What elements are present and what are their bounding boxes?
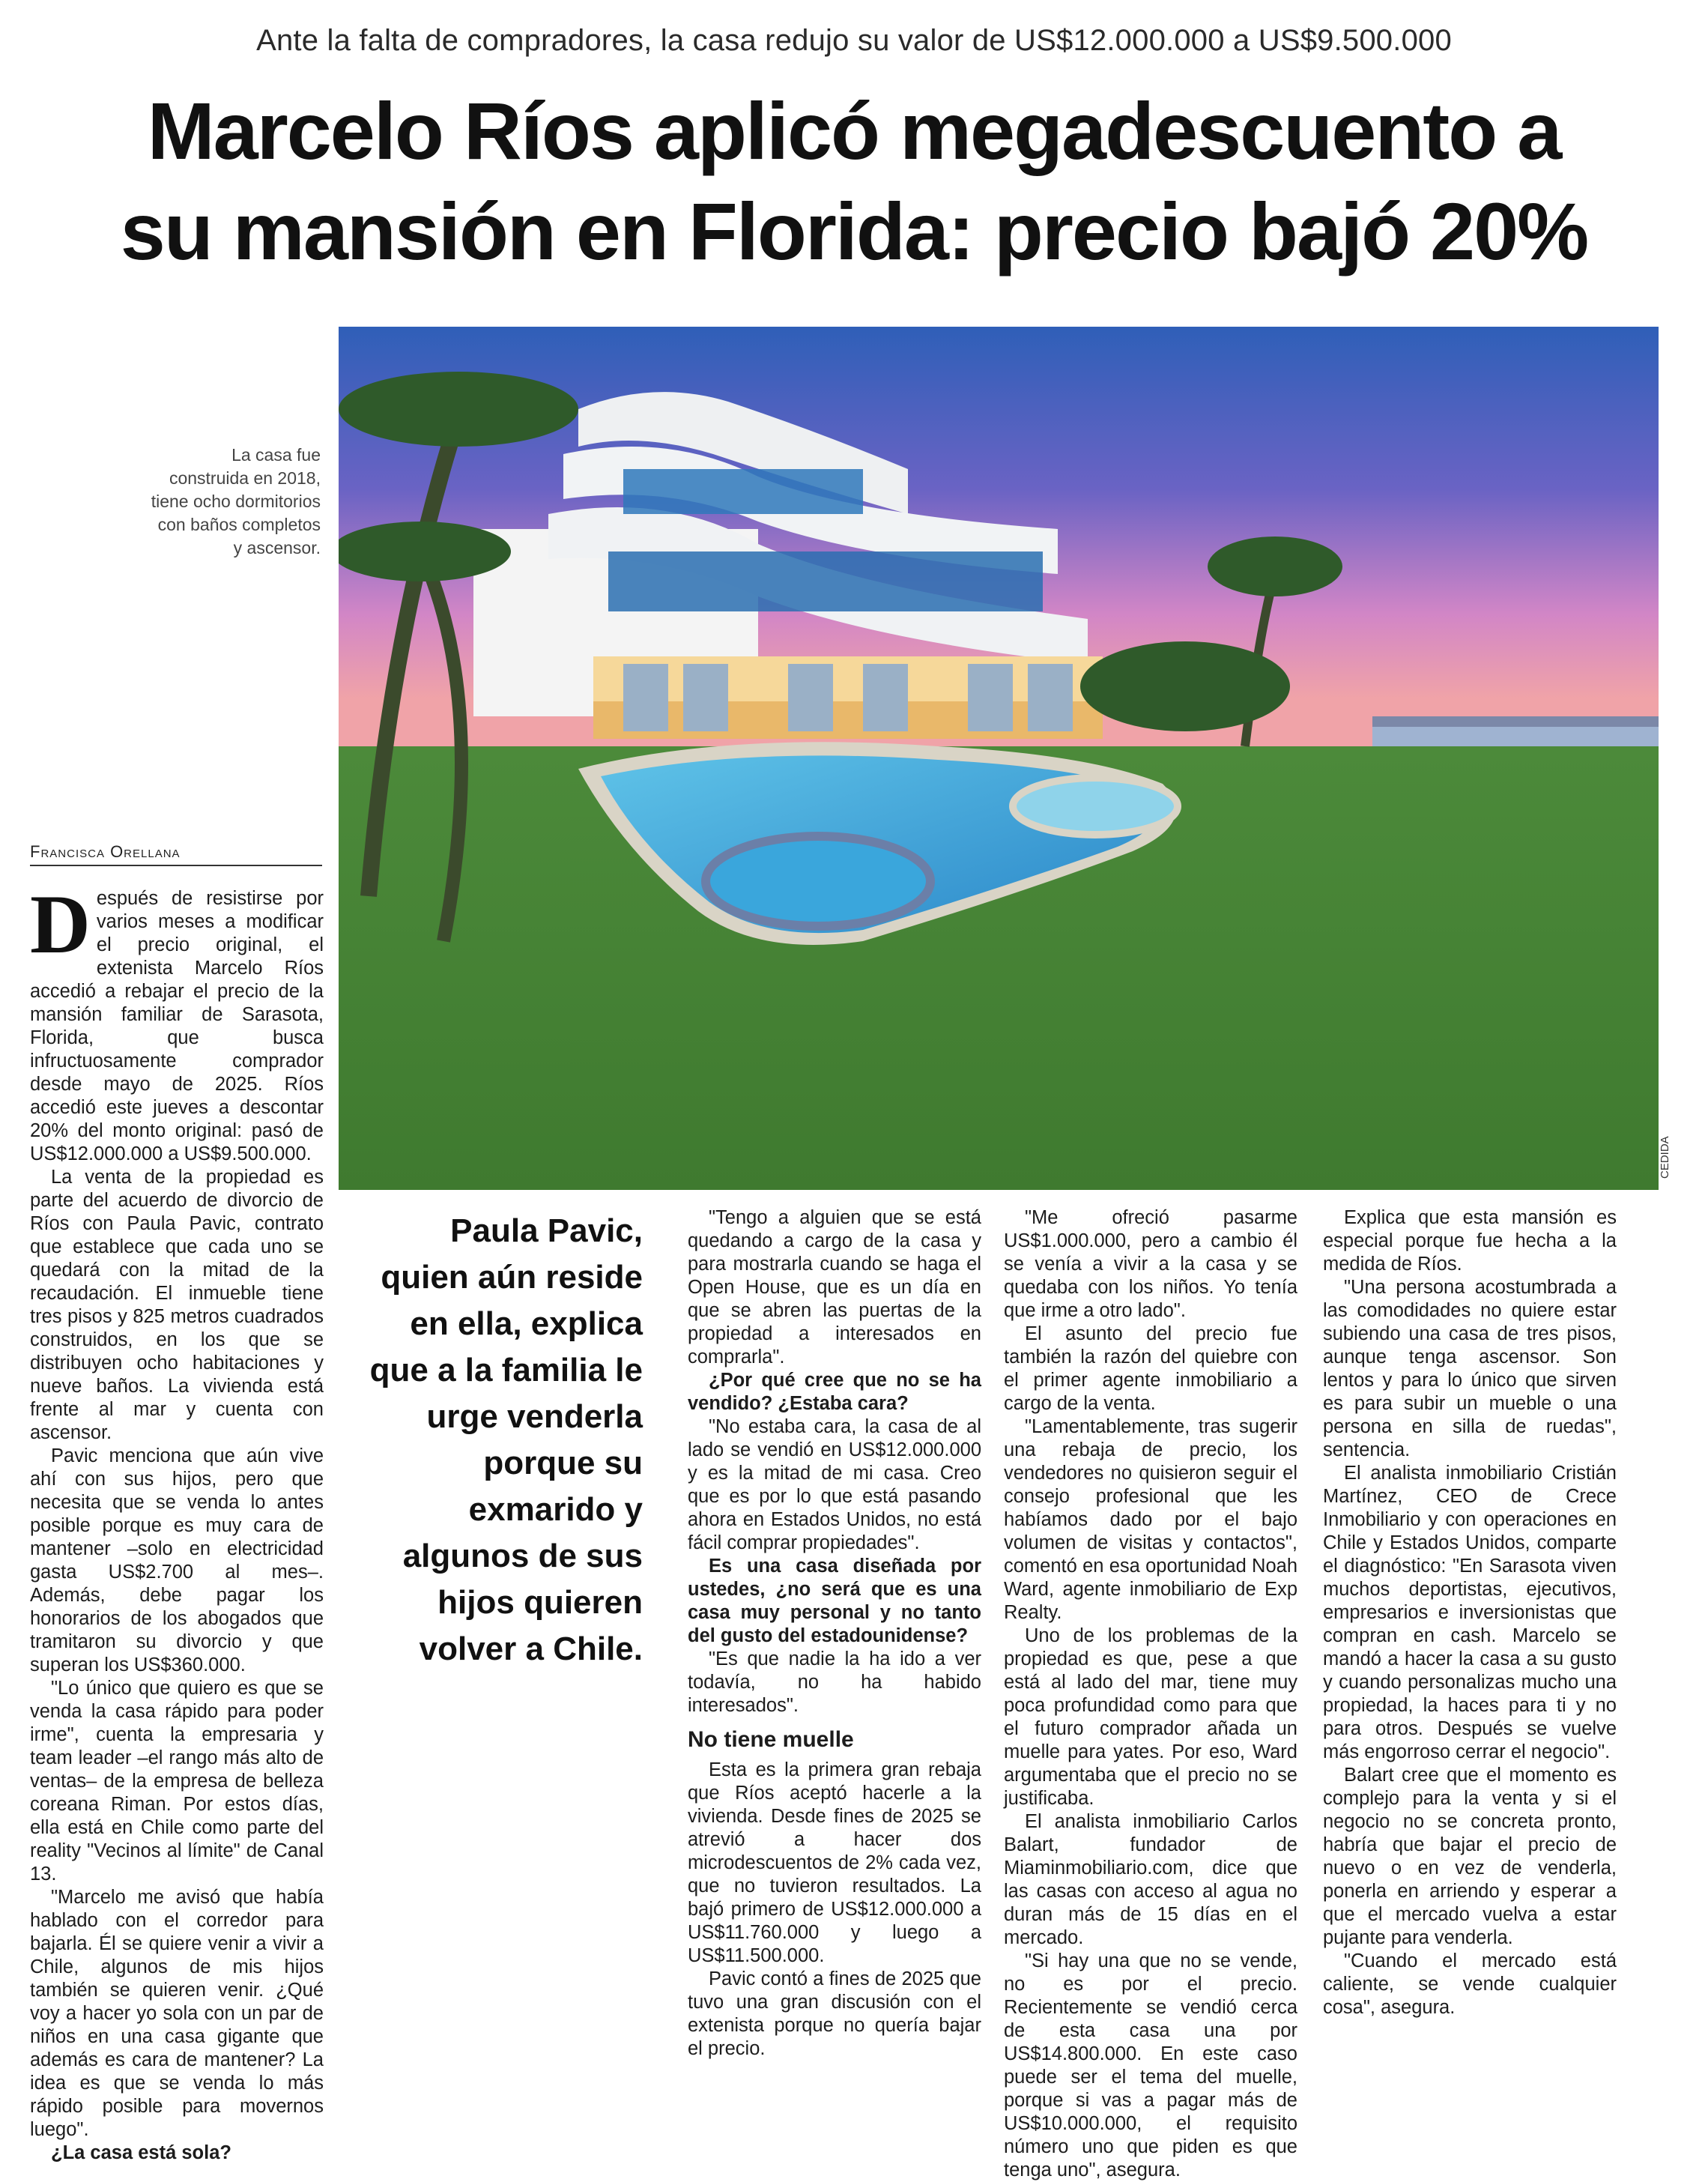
paragraph: "Lamentablemente, tras sugerir una rebaja de precio, los vendedores no quisieron seguir el consejo profesional que les habíamos dado por el bajo volumen de visitas y contactos", comentó en esa oportunidad Noah Ward, agente inmobiliario de Exp Realty.	[1004, 1416, 1297, 1623]
interview-question: Es una casa diseñada por ustedes, ¿no será que es una casa muy personal y no tanto del gusto del estadounidense?	[688, 1556, 981, 1646]
headline-line-1: Marcelo Ríos aplicó megadescuento a	[147, 85, 1561, 176]
pull-quote: Paula Pavic, quien aún reside en ella, explica que a la familia le urge venderla porque su exmarido y algunos de sus hijos quieren volver a Chile.	[369, 1212, 643, 1667]
byline: Francisca Orellana	[30, 842, 322, 866]
drop-cap: D	[30, 878, 91, 971]
headline	[30, 81, 1678, 282]
paragraph: Explica que esta mansión es especial porque fue hecha a la medida de Ríos.	[1323, 1207, 1617, 1275]
paragraph: "Cuando el mercado está caliente, se vende cualquier cosa", asegura.	[1323, 1950, 1617, 2018]
paragraph: "Tengo a alguien que se está quedando a cargo de la casa y para mostrarla cuando se haga el Open House, que es un día en que se abren las puertas de la propiedad a interesados en comprarla".	[688, 1207, 981, 1367]
paragraph: "Si hay una que no se vende, no es por el precio. Recientemente se vendió cerca de esta casa una por US$14.800.000. En este caso puede ser el tema del muelle, porque si vas a pagar más de US$10.000.000, el requisito número uno que piden es que tenga uno", asegura.	[1004, 1950, 1297, 2181]
paragraph: El asunto del precio fue también la razón del quiebre con el primer agente inmobiliario a cargo de la venta.	[1004, 1323, 1297, 1414]
paragraph: "Una persona acostumbrada a las comodidades no quiere estar subiendo una casa de tres pisos, aunque tenga ascensor. Son lentos y para lo único que sirven es para subir un mueble o una persona en silla de ruedas", sentencia.	[1323, 1277, 1617, 1460]
paragraph: Esta es la primera gran rebaja que Ríos aceptó hacerle a la vivienda. Desde fines de 2025 se atrevió a hacer dos microdescuentos de 2% cada vez, que no tuvieron resultados. La bajó primero de US$12.000.000 a US$11.760.000 y luego a US$11.500.000.	[688, 1759, 981, 1966]
photo-caption: La casa fue construida en 2018, tiene ocho dormitorios con baños completos y ascensor.	[151, 445, 321, 557]
paragraph: "No estaba cara, la casa de al lado se vendió en US$12.000.000 y es la mitad de mi casa. Creo que es por lo que está pasando ahora en Estados Unidos, no está fácil comprar propiedades".	[688, 1416, 981, 1553]
headline-line-2: su mansión en Florida: precio bajó 20%	[120, 186, 1588, 276]
paragraph: Pavic contó a fines de 2025 que tuvo una gran discusión con el extenista porque no quería bajar el precio.	[688, 1968, 981, 2059]
paragraph: El analista inmobiliario Carlos Balart, fundador de Miaminmobiliario.com, dice que las casas con acceso al agua no duran más de 15 días en el mercado.	[1004, 1811, 1297, 1948]
paragraph: "Es que nadie la ha ido a ver todavía, no ha habido interesados".	[688, 1648, 981, 1716]
article-column-1	[30, 878, 324, 2165]
paragraph: El analista inmobiliario Cristián Martínez, CEO de Crece Inmobiliario y con operaciones en Chile y Estados Unidos, comparte el diagnóstico: "En Sarasota viven muchos deportistas, ejecutivos, empresarios e inversionistas que compran en cash. Marcelo se mandó a hacer la casa a su gusto y cuando personalizas mucho una propiedad, la haces para ti y no para otros. Después se vuelve más engorroso cerrar el negocio".	[1323, 1463, 1617, 1762]
paragraph: Balart cree que el momento es complejo para la venta y si el negocio no se concreta pronto, habría que bajar el precio de nuevo o en vez de venderla, ponerla en arriendo y esperar a que el mercado vuelva a estar pujante para venderla.	[1323, 1765, 1617, 1948]
interview-question: ¿Por qué cree que no se ha vendido? ¿Estaba cara?	[688, 1370, 981, 1414]
interview-question: ¿La casa está sola?	[51, 2142, 231, 2163]
paragraph: Uno de los problemas de la propiedad es que, pese a que está al lado del mar, tiene muy poca profundidad como para que el futuro comprador añada un muelle para yates. Por eso, Ward argumentaba que el precio no se justificaba.	[1004, 1625, 1297, 1809]
section-subhead: No tiene muelle	[688, 1727, 854, 1752]
article-column-3	[1004, 1206, 1297, 2182]
paragraph: Pavic menciona que aún vive ahí con sus hijos, pero que necesita que se venda lo antes posible porque es muy cara de mantener –solo en electricidad gasta US$2.700 al mes–. Además, debe pagar los honorarios de los abogados que tramitaron su divorcio y que superan los US$360.000.	[30, 1445, 324, 1675]
paragraph: Después de resistirse por varios meses a modificar el precio original, el extenista Marcelo Ríos accedió a rebajar el precio de la mansión familiar de Sarasota, Florida, que busca infructuosamente comprador desde mayo de 2025. Ríos accedió este jueves a descontar 20% del monto original: pasó de US$12.000.000 a US$9.500.000.	[30, 878, 324, 1164]
paragraph: "Me ofreció pasarme US$1.000.000, pero a cambio él se venía a vivir a la casa y se quedaba con los niños. Yo tenía que irme a otro lado".	[1004, 1207, 1297, 1321]
paragraph: "Lo único que quiero es que se venda la casa rápido para poder irme", cuenta la empresaria y team leader –el rango más alto de ventas– de la empresa de belleza coreana Riman. Por estos días, ella está en Chile como parte del reality "Vecinos al límite" de Canal 13.	[30, 1678, 324, 1885]
article-column-2	[688, 1206, 981, 2061]
photo-credit: CEDIDA	[1659, 1136, 1671, 1179]
article-column-4	[1323, 1206, 1617, 2019]
paragraph: "Marcelo me avisó que había hablado con el corredor para bajarla. Él se quiere venir a vivir a Chile, algunos de mis hijos también se quieren venir. ¿Qué voy a hacer yo sola con un par de niños en una casa gigante que además es cara de mantener? La idea es que se venda lo más rápido posible para movernos luego".	[30, 1887, 324, 2140]
mansion-photo	[339, 327, 1659, 1190]
paragraph: La venta de la propiedad es parte del acuerdo de divorcio de Ríos con Paula Pavic, contrato que establece que cada uno se quedará con la mitad de la recaudación. El inmueble tiene tres pisos y 825 metros cuadrados construidos, en los que se distribuyen ocho habitaciones y nueve baños. La vivienda está frente al mar y cuenta con ascensor.	[30, 1167, 324, 1443]
kicker: Ante la falta de compradores, la casa redujo su valor de US$12.000.000 a US$9.500.000	[256, 24, 1452, 57]
